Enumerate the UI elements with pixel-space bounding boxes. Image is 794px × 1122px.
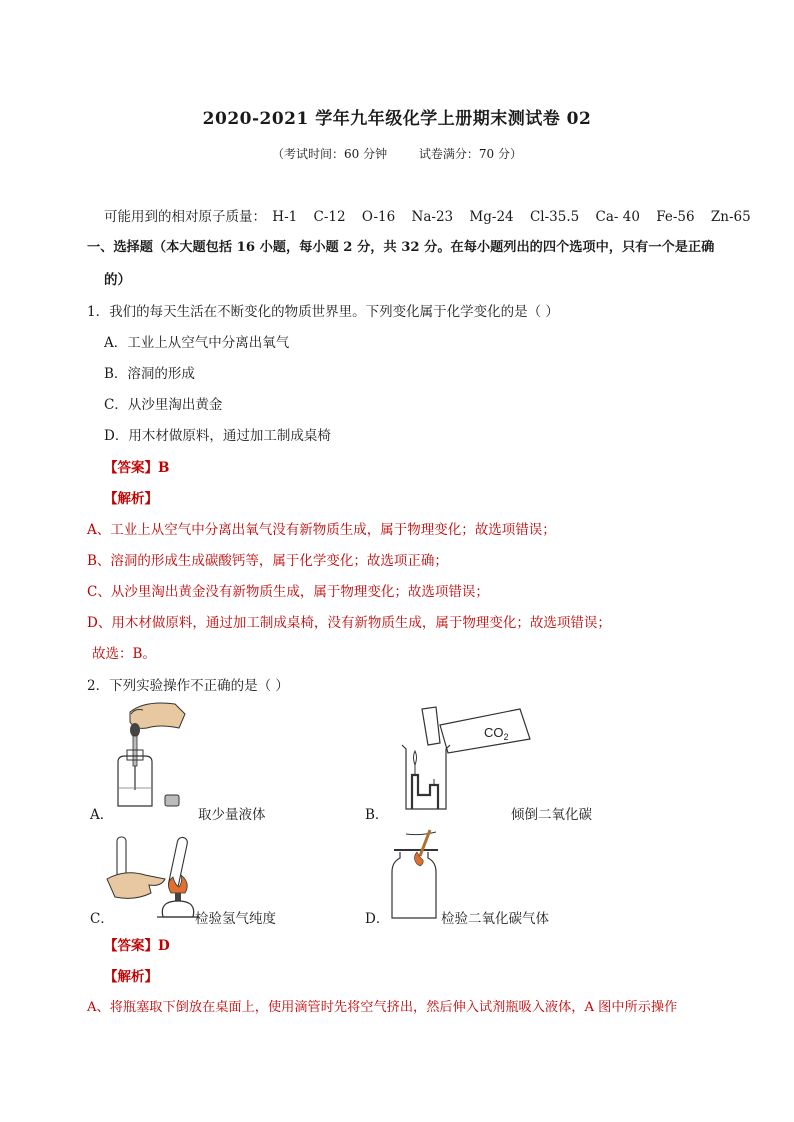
co2-label — [484, 725, 509, 742]
atomic-mass-item: Mg-24 — [469, 209, 514, 225]
q1-analysis-label: 【解析】 — [104, 491, 158, 507]
q1-answer — [104, 456, 169, 476]
answer-value: B — [158, 460, 170, 476]
q1-analysis-b: B、溶洞的形成生成碳酸钙等，属于化学变化；故选项正确； — [87, 553, 448, 569]
q2-option-b-caption: 倾倒二氧化碳 — [511, 807, 592, 823]
q1-option-c: C．从沙里淘出黄金 — [104, 397, 223, 413]
atomic-masses — [104, 205, 763, 225]
q2-option-d-letter: D． — [365, 911, 390, 927]
atomic-mass-item: Na-23 — [411, 209, 454, 225]
q2-analysis-label: 【解析】 — [104, 969, 158, 985]
q1-option-a: A．工业上从空气中分离出氧气 — [104, 335, 290, 351]
answer-value: D — [158, 938, 170, 954]
answer-label: 【答案】 — [104, 938, 158, 954]
q2-option-b-letter: B． — [365, 807, 389, 823]
atomic-mass-item: Fe-56 — [656, 209, 695, 225]
co2-main: CO — [484, 725, 504, 740]
q1-analysis-a: A、工业上从空气中分离出氧气没有新物质生成，属于物理变化；故选项错误； — [87, 522, 556, 538]
co2-sub: 2 — [503, 732, 509, 742]
atomic-mass-item: H-1 — [272, 209, 298, 225]
atomic-mass-item: O-16 — [361, 209, 396, 225]
section-heading-cont: 的） — [104, 272, 131, 288]
figure-a-dropper — [105, 700, 190, 815]
section-heading: 一、选择题（本大题包括 16 小题，每小题 2 分，共 32 分。在每小题列出的四个选项中，只有一个是正确 — [87, 240, 715, 255]
figure-b-pour-co2 — [400, 705, 540, 815]
q2-analysis-a: A、将瓶塞取下倒放在桌面上，使用滴管时先将空气挤出，然后伸入试剂瓶吸入液体，A 图中所示操作 — [87, 1000, 678, 1015]
q1-analysis-d: D、用木材做原料，通过加工制成桌椅，没有新物质生成，属于物理变化；故选项错误； — [87, 615, 611, 631]
q1-stem: 1．我们的每天生活在不断变化的物质世界里。下列变化属于化学变化的是（ ） — [87, 304, 559, 320]
q1-option-b: B．溶洞的形成 — [104, 366, 195, 382]
atomic-mass-item: C-12 — [313, 209, 346, 225]
exam-subtitle — [0, 145, 794, 162]
q2-stem: 2．下列实验操作不正确的是（ ） — [87, 678, 289, 694]
exam-score: 试卷满分：70 分） — [418, 147, 522, 161]
exam-time: （考试时间：60 分钟 — [271, 147, 388, 161]
atomic-mass-item: Ca- 40 — [595, 209, 640, 225]
q2-option-c-caption: 检验氢气纯度 — [195, 911, 276, 927]
q2-option-d-caption: 检验二氧化碳气体 — [441, 911, 549, 927]
exam-title: 2020-2021 学年九年级化学上册期末测试卷 02 — [202, 109, 592, 129]
atomic-mass-item: Cl-35.5 — [529, 209, 580, 225]
q1-option-d: D．用木材做原料，通过加工制成桌椅 — [104, 428, 331, 444]
atomic-masses-label: 可能用到的相对原子质量： — [104, 209, 266, 225]
q2-option-a-letter: A． — [90, 807, 114, 823]
q1-analysis-c: C、从沙里淘出黄金没有新物质生成，属于物理变化；故选项错误； — [87, 584, 489, 600]
answer-label: 【答案】 — [104, 460, 158, 476]
q1-conclusion: 故选：B。 — [92, 646, 156, 662]
q2-option-a-caption: 取少量液体 — [198, 807, 266, 823]
q2-answer — [104, 934, 170, 954]
atomic-mass-item: Zn-65 — [710, 209, 751, 225]
q2-option-c-letter: C． — [90, 911, 114, 927]
